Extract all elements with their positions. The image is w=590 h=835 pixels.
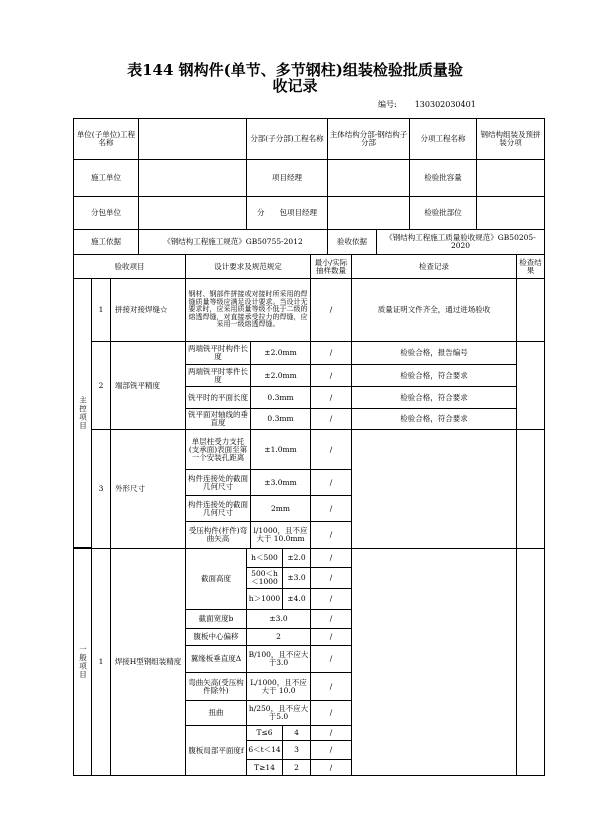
shape-label: 构件连接处的截面几何尺寸 <box>185 469 251 496</box>
pm-label: 项目经理 <box>246 159 328 197</box>
shape-value: l/1000，且不应大于 10.0mm <box>250 521 311 549</box>
part-label: 检验批部位 <box>409 196 477 230</box>
mill-min: / <box>310 408 352 430</box>
mill-min: / <box>310 386 352 409</box>
general-result[interactable] <box>516 548 545 776</box>
shape-min: / <box>310 521 352 549</box>
shape-label: 单层柱受力支托(支承面)表面至第一个安装孔距离 <box>185 429 251 470</box>
basis-label: 施工依据 <box>73 229 139 255</box>
height-cond: h＞1000 <box>246 588 283 610</box>
main-row-name: 外形尺寸 <box>110 429 186 549</box>
basis-value: 《钢结构工程施工规范》GB50755-2012 <box>138 229 328 255</box>
mill-label: 铣平时的平面长度 <box>185 386 251 409</box>
web-value: 4 <box>282 725 311 741</box>
web-value: 2 <box>282 759 311 776</box>
mill-record: 检验合格，符合要求 <box>351 364 517 387</box>
contractor-value[interactable] <box>138 159 247 197</box>
height-value: ±4.0 <box>282 588 311 610</box>
col-min: 最小/实际抽样数量 <box>310 254 352 279</box>
web-cond: T≤6 <box>246 725 283 741</box>
record-number <box>378 99 494 110</box>
web-label: 腹板局部平面度f <box>185 725 247 776</box>
subpm-label: 分 包项目经理 <box>246 196 328 230</box>
mill-value: ±2.0mm <box>250 341 311 365</box>
unit-value[interactable] <box>138 118 247 160</box>
height-min: / <box>310 567 352 589</box>
document-title: 表144 钢构件(单节、多节钢柱)组装检验批质量验 <box>127 61 463 79</box>
part-value[interactable] <box>476 196 545 230</box>
accept-value: 《钢结构工程施工质量验收规范》GB50205-2020 <box>376 229 545 255</box>
unit-label: 单位(子单位)工程名称 <box>73 118 139 160</box>
shape-min: / <box>310 469 352 496</box>
gen-min: / <box>310 672 352 701</box>
main-row-no: 2 <box>91 341 111 430</box>
shape-value: 2mm <box>250 495 311 522</box>
main-row-no: 1 <box>91 278 111 342</box>
height-label: 截面高度 <box>185 548 247 610</box>
height-value: ±2.0 <box>282 548 311 568</box>
mill-value: ±2.0mm <box>250 364 311 387</box>
subcontractor-label: 分包单位 <box>73 196 139 230</box>
col-req: 设计要求及规范规定 <box>185 254 311 279</box>
height-value: ±3.0 <box>282 567 311 589</box>
accept-label: 验收依据 <box>327 229 377 255</box>
shape-label: 受压构件(杆件)弯曲矢高 <box>185 521 251 549</box>
main-row-no: 3 <box>91 429 111 549</box>
gen-value: B/100，且不应大于3.0 <box>246 645 311 673</box>
gen-label: 腹板中心偏移 <box>185 628 247 646</box>
general-row-name: 焊接H型钢组装精度 <box>110 548 186 776</box>
col-item: 验收项目 <box>73 254 186 279</box>
general-row-no: 1 <box>91 548 111 776</box>
height-cond: h＜500 <box>246 548 283 568</box>
main-items-label: 主控项目 <box>73 278 92 548</box>
item-label: 分项工程名称 <box>409 118 477 160</box>
shape-value: ±3.0mm <box>250 469 311 496</box>
document-title-cont: 收记录 <box>272 77 318 95</box>
gen-value: 2 <box>246 628 311 646</box>
col-result: 检查结果 <box>516 254 545 279</box>
shape-label: 构件连接处的截面几何尺寸 <box>185 495 251 522</box>
shape-value: ±1.0mm <box>250 429 311 470</box>
code-label: 编号: <box>378 100 397 109</box>
mill-value: 0.3mm <box>250 408 311 430</box>
mill-record: 检验合格，符合要求 <box>351 386 517 409</box>
web-cond: 6＜t＜14 <box>246 740 283 760</box>
pm-value[interactable] <box>327 159 410 197</box>
height-min: / <box>310 548 352 568</box>
main-row-result[interactable] <box>516 429 545 549</box>
capacity-value[interactable] <box>476 159 545 197</box>
main-row-result[interactable] <box>516 278 545 342</box>
gen-min: / <box>310 645 352 673</box>
mill-label: 两端铣平时零件长度 <box>185 364 251 387</box>
capacity-label: 检验批容量 <box>409 159 477 197</box>
main-row-result[interactable] <box>516 341 545 430</box>
code-value: 130302030401 <box>414 100 476 109</box>
mill-record: 检验合格，符合要求 <box>351 408 517 430</box>
gen-min: / <box>310 609 352 629</box>
web-min: / <box>310 740 352 760</box>
gen-label: 截面宽度b <box>185 609 247 629</box>
gen-label: 扭曲 <box>185 700 247 726</box>
gen-value: h/250，且不应大于5.0 <box>246 700 311 726</box>
web-min: / <box>310 759 352 776</box>
gen-label: 翼缘板垂直度Δ <box>185 645 247 673</box>
web-cond: T≥14 <box>246 759 283 776</box>
height-min: / <box>310 588 352 610</box>
sub-label: 分部(子分部)工程名称 <box>246 118 328 160</box>
main-row-req: 钢材、钢部件拼接或对接时所采用的焊缝质量等级应满足设计要求。当设计无要求时，应采用质量等级不低于二级的熔透焊缝，对直接承受拉力的焊缝，应采用一级熔透焊缝。 <box>185 278 311 342</box>
height-cond: 500＜h＜1000 <box>246 567 283 589</box>
gen-label: 弯曲矢高(受压构件除外) <box>185 672 247 701</box>
main-row-record: 质量证明文件齐全，通过进场验收 <box>351 278 517 342</box>
shape-min: / <box>310 495 352 522</box>
contractor-label: 施工单位 <box>73 159 139 197</box>
mill-label: 两端铣平时构件长度 <box>185 341 251 365</box>
main-row-min: / <box>310 278 352 342</box>
main-row-name: 端部铣平精度 <box>110 341 186 430</box>
item-value: 钢结构组装及预拼装分项 <box>476 118 545 160</box>
mill-record: 检验合格，报告编号 <box>351 341 517 365</box>
gen-value: ±3.0 <box>246 609 311 629</box>
mill-label: 铣平面对轴线的垂直度 <box>185 408 251 430</box>
shape-min: / <box>310 429 352 470</box>
web-min: / <box>310 725 352 741</box>
subpm-value[interactable] <box>327 196 410 230</box>
shape-record[interactable] <box>351 429 517 549</box>
gen-value: L/1000，且不应大于 10.0 <box>246 672 311 701</box>
gen-min: / <box>310 700 352 726</box>
mill-value: 0.3mm <box>250 386 311 409</box>
subcontractor-value[interactable] <box>138 196 247 230</box>
web-value: 3 <box>282 740 311 760</box>
mill-min: / <box>310 341 352 365</box>
col-record: 检查记录 <box>351 254 517 279</box>
sub-value: 主体结构分部-钢结构子分部 <box>327 118 410 160</box>
gen-min: / <box>310 628 352 646</box>
general-record[interactable] <box>351 548 517 776</box>
main-row-name: 拼接对接焊缝☆ <box>110 278 186 342</box>
general-items-label: 一般项目 <box>73 548 92 776</box>
mill-min: / <box>310 364 352 387</box>
